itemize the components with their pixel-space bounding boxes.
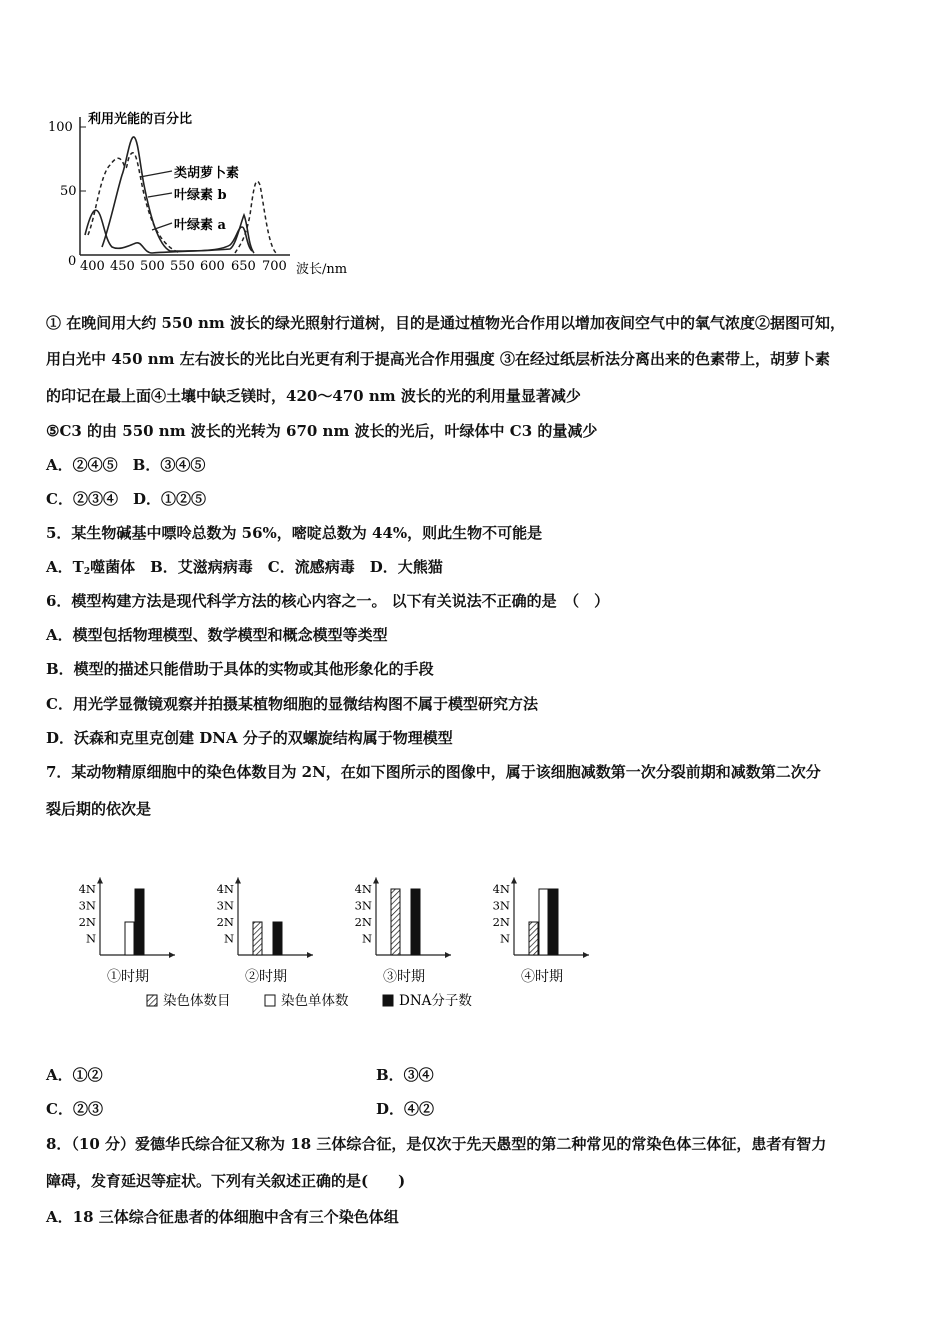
bar-panel-y-tick: 3N — [78, 898, 96, 913]
spectrum-x-tick: 450 — [110, 259, 135, 274]
bar-panel-y-tick: 4N — [78, 882, 96, 896]
legend-label-dna: DNA分子数 — [399, 993, 472, 1009]
bar-panel-y-arrow — [373, 877, 379, 883]
q8-option-a: A．18 三体综合征患者的体细胞中含有三个染色体组 — [46, 1208, 399, 1226]
bar-dna — [135, 889, 144, 955]
bar-panel-y-arrow — [235, 877, 241, 883]
q6-option-c: C．用光学显微镜观察并拍摄某植物细胞的显微结构图不属于模型研究方法 — [46, 695, 538, 713]
bar-panel-label: ③时期 — [383, 969, 425, 985]
spectrum-y-tick: 50 — [60, 184, 77, 199]
spectrum-title: 利用光能的百分比 — [88, 112, 193, 127]
q5-stem: 5．某生物碱基中嘌呤总数为 56%，嘧啶总数为 44%，则此生物不可能是 — [46, 524, 543, 542]
bar-panel-y-tick: N — [223, 931, 234, 946]
q4-line-2: 用白光中 450 nm 左右波长的光比白光更有利于提高光合作用强度 ③在经过纸层析法分离出来的色素带上，胡萝卜素 — [46, 350, 830, 368]
q7-stem-2: 裂后期的依次是 — [46, 800, 152, 818]
spectrum-x-tick: 700 — [262, 259, 287, 274]
spectrum-x-label: 波长/nm — [296, 262, 348, 277]
q8-stem-2: 障碍，发育延迟等症状。下列有关叙述正确的是( ) — [46, 1172, 406, 1190]
bar-chromosome — [253, 922, 262, 955]
bar-panel-y-tick: N — [85, 931, 96, 946]
bar-panel-y-tick: 2N — [492, 915, 510, 929]
bar-panel-x-arrow — [169, 952, 175, 958]
q7-option-c: C．②③ — [46, 1100, 103, 1118]
legend-label-chromosome: 染色体数目 — [163, 993, 231, 1009]
legend-swatch-chromosome — [147, 995, 157, 1006]
bar-panel-label: ②时期 — [245, 969, 287, 985]
spectrum-x-tick: 550 — [170, 259, 195, 274]
q6-option-d: D．沃森和克里克创建 DNA 分子的双螺旋结构属于物理模型 — [46, 729, 453, 747]
bar-chromosome — [391, 889, 400, 955]
q5-options: A．$T_2$噬菌体 B．艾滋病病毒 C．流感病毒 D．大熊猫 — [46, 558, 443, 577]
bar-chromatid — [539, 889, 548, 955]
bar-panel-y-tick: 4N — [216, 882, 234, 896]
q8-stem-1: 8．（10 分）爱德华氏综合征又称为 18 三体综合征，是仅次于先天愚型的第二种常见的常染色体三体征，患者有智力 — [46, 1135, 827, 1153]
q4-line-3: 的印记在最上面④土壤中缺乏镁时，420～470 nm 波长的光的利用量显著减少 — [46, 387, 581, 405]
q4-options-cd: C．②③④ D．①②⑤ — [46, 490, 206, 508]
spectrum-x-tick: 400 — [80, 259, 105, 274]
q6-stem: 6．模型构建方法是现代科学方法的核心内容之一。 以下有关说法不正确的是 （ ） — [46, 592, 610, 610]
spectrum-y-tick: 0 — [68, 254, 77, 269]
q7-stem-1: 7．某动物精原细胞中的染色体数目为 2N，在如下图所示的图像中，属于该细胞减数第一次分裂前期和减数第二次分 — [46, 763, 821, 781]
legend-label-chromatid: 染色单体数 — [281, 993, 349, 1009]
absorption-spectrum-figure — [40, 105, 360, 280]
q6-option-a: A．模型包括物理模型、数学模型和概念模型等类型 — [46, 626, 388, 644]
bar-chromatid — [125, 922, 134, 955]
bar-panel-x-arrow — [307, 952, 313, 958]
q6-option-b: B．模型的描述只能借助于具体的实物或其他形象化的手段 — [46, 660, 434, 678]
bar-panel-x-arrow — [583, 952, 589, 958]
bar-panel-y-tick: N — [499, 931, 510, 946]
bar-panel-y-tick: 3N — [492, 898, 510, 913]
bar-panel-y-tick: N — [361, 931, 372, 946]
bar-dna — [549, 889, 558, 955]
spectrum-x-tick: 650 — [231, 259, 256, 274]
chlorophyll-b-label: 叶绿素 b — [174, 188, 227, 203]
legend-swatch-dna — [383, 995, 393, 1006]
bar-dna — [411, 889, 420, 955]
bar-panel-y-tick: 3N — [354, 898, 372, 913]
bar-panel-label: ④时期 — [521, 969, 563, 985]
bar-panel-y-arrow — [511, 877, 517, 883]
spectrum-y-tick: 100 — [48, 120, 73, 135]
legend-swatch-chromatid — [265, 995, 275, 1006]
bar-dna — [273, 922, 282, 955]
bar-chromosome — [529, 922, 538, 955]
bar-panel-y-tick: 4N — [354, 882, 372, 896]
q7-option-a: A．①② — [46, 1066, 103, 1084]
bar-panel-y-tick: 2N — [216, 915, 234, 929]
bar-panel-y-tick: 2N — [78, 915, 96, 929]
q4-line-4: ⑤C3 的由 550 nm 波长的光转为 670 nm 波长的光后，叶绿体中 C3 的量减少 — [46, 422, 598, 440]
carotenoid-label: 类胡萝卜素 — [174, 166, 240, 181]
bar-panel-y-tick: 3N — [216, 898, 234, 913]
q7-option-b: B．③④ — [376, 1066, 434, 1084]
bar-panel-y-tick: 2N — [354, 915, 372, 929]
q7-option-d: D．④② — [376, 1100, 435, 1118]
bar-panel-y-tick: 4N — [492, 882, 510, 896]
chlorophyll-a-label: 叶绿素 a — [174, 218, 226, 233]
spectrum-x-tick: 500 — [140, 259, 165, 274]
bar-panel-label: ①时期 — [107, 969, 149, 985]
bar-panel-y-arrow — [97, 877, 103, 883]
spectrum-x-tick: 600 — [200, 259, 225, 274]
bar-panel-x-arrow — [445, 952, 451, 958]
q4-line-1: ① 在晚间用大约 550 nm 波长的绿光照射行道树，目的是通过植物光合作用以增加夜间空气中的氧气浓度②据图可知， — [46, 314, 845, 332]
q4-options-ab: A．②④⑤ B．③④⑤ — [46, 456, 206, 474]
chromosome-bar-figure — [55, 850, 595, 1025]
